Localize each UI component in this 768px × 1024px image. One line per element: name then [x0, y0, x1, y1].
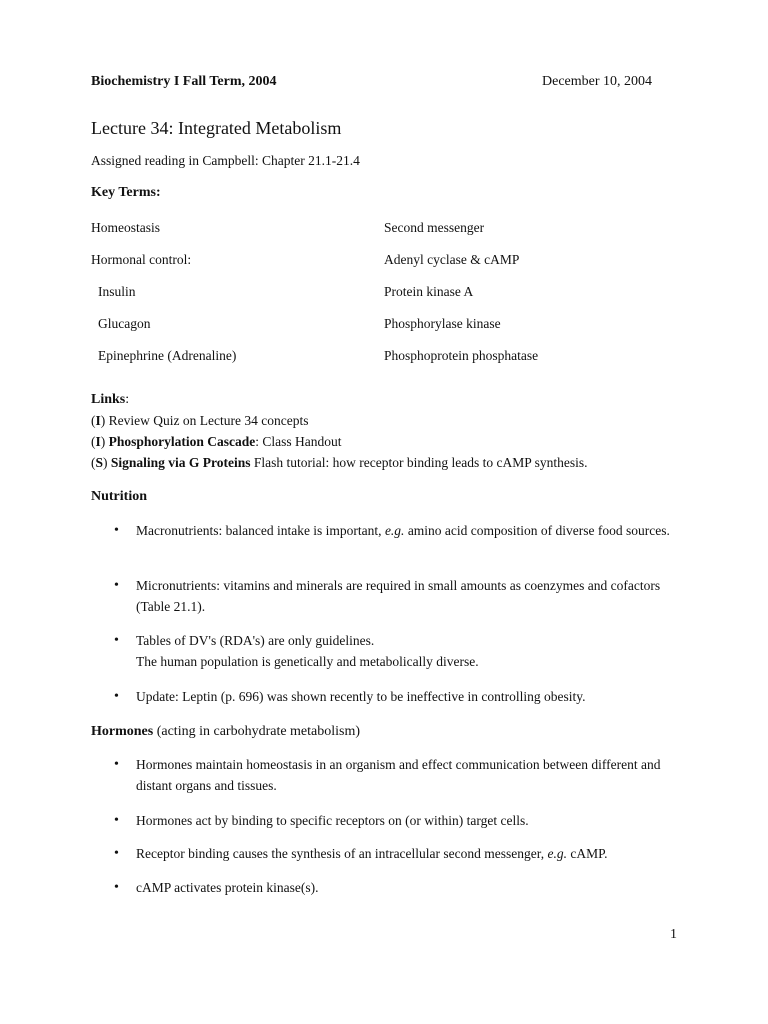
nutrition-heading: Nutrition — [91, 489, 147, 504]
link-tag-open: ( — [91, 455, 96, 470]
link-title: Signaling via G Proteins — [107, 455, 251, 470]
links-heading — [91, 392, 129, 408]
key-term-left: Epinephrine (Adrenaline) — [98, 348, 237, 363]
hormones-heading-label: Hormones — [91, 724, 154, 739]
link-tag-close: ) — [103, 455, 108, 470]
header-date: December 10, 2004 — [542, 74, 653, 89]
nutrition-bullet — [136, 520, 676, 541]
link-tag-open: ( — [91, 434, 96, 449]
key-term-right: Protein kinase A — [384, 284, 474, 299]
bullet-text: Micronutrients: vitamins and minerals are required in small amounts as coenzymes and cofactors (Table 21.1). — [136, 578, 661, 614]
lecture-title: Lecture 34: Integrated Metabolism — [91, 118, 342, 138]
link-tag: I — [95, 413, 101, 428]
bullet-text: cAMP. — [566, 846, 608, 861]
link-description: Review Quiz on Lecture 34 concepts — [105, 413, 309, 428]
bullet-text: Receptor binding causes the synthesis of an intracellular second messenger, — [136, 846, 548, 861]
link-tag-open: ( — [91, 413, 96, 428]
key-term-left: Insulin — [98, 284, 136, 299]
link-item-phosphorylation-cascade[interactable] — [91, 434, 342, 450]
link-tag: I — [95, 434, 101, 449]
links-heading-label: Links — [91, 392, 126, 407]
hormones-subheading: (acting in carbohydrate metabolism) — [153, 724, 361, 739]
bullet-icon: • — [114, 813, 119, 828]
bullet-text: Hormones maintain homeostasis in an organism and effect communication between different and distant organs and tissues. — [136, 757, 661, 793]
key-term-right: Second messenger — [384, 220, 485, 235]
bullet-icon: • — [114, 689, 119, 704]
bullet-emphasis: e.g. — [547, 846, 567, 861]
nutrition-bullet — [136, 630, 676, 672]
links-heading-colon: : — [125, 392, 130, 407]
link-tag-close: ) — [100, 413, 106, 428]
nutrition-bullet — [136, 575, 676, 617]
bullet-text: cAMP activates protein kinase(s). — [136, 880, 319, 895]
bullet-text: Macronutrients: balanced intake is important, — [136, 523, 385, 538]
bullet-text: Hormones act by binding to specific receptors on (or within) target cells. — [136, 813, 529, 828]
link-description: Flash tutorial: how receptor binding leads to cAMP synthesis. — [250, 455, 588, 470]
bullet-emphasis: e.g. — [384, 523, 405, 538]
hormones-bullet — [136, 843, 696, 864]
bullet-icon: • — [114, 633, 119, 648]
bullet-icon: • — [114, 578, 119, 593]
hormones-bullet — [136, 877, 676, 898]
hormones-heading — [91, 724, 360, 740]
nutrition-bullet — [136, 686, 676, 707]
course-header: Biochemistry I Fall Term, 2004 — [91, 74, 277, 89]
link-tag: S — [95, 455, 104, 470]
key-term-left: Homeostasis — [91, 220, 160, 235]
key-term-left: Hormonal control: — [91, 252, 192, 267]
link-item-g-proteins[interactable] — [91, 455, 588, 471]
link-item-review-quiz[interactable] — [91, 413, 308, 429]
bullet-text: amino acid composition of diverse food sources. — [404, 523, 670, 538]
key-term-right: Phosphorylase kinase — [384, 316, 501, 331]
hormones-bullet — [136, 810, 676, 831]
bullet-icon: • — [114, 523, 119, 538]
bullet-icon: • — [114, 880, 119, 895]
bullet-icon: • — [114, 846, 119, 861]
bullet-text: The human population is genetically and metabolically diverse. — [136, 654, 479, 669]
hormones-bullet — [136, 754, 676, 796]
assigned-reading: Assigned reading in Campbell: Chapter 21.1-21.4 — [91, 153, 360, 168]
link-description: : Class Handout — [255, 434, 342, 449]
key-term-right: Phosphoprotein phosphatase — [384, 348, 539, 363]
bullet-text: Update: Leptin (p. 696) was shown recently to be ineffective in controlling obesity. — [136, 689, 586, 704]
link-title: Phosphorylation Cascade — [105, 434, 256, 449]
key-term-right: Adenyl cyclase & cAMP — [384, 252, 520, 267]
link-tag-close: ) — [100, 434, 106, 449]
bullet-icon: • — [114, 757, 119, 772]
key-term-left: Glucagon — [98, 316, 151, 331]
page-number: 1 — [670, 927, 677, 942]
bullet-text: Tables of DV's (RDA's) are only guidelines. — [136, 633, 375, 648]
key-terms-heading: Key Terms: — [91, 185, 161, 200]
